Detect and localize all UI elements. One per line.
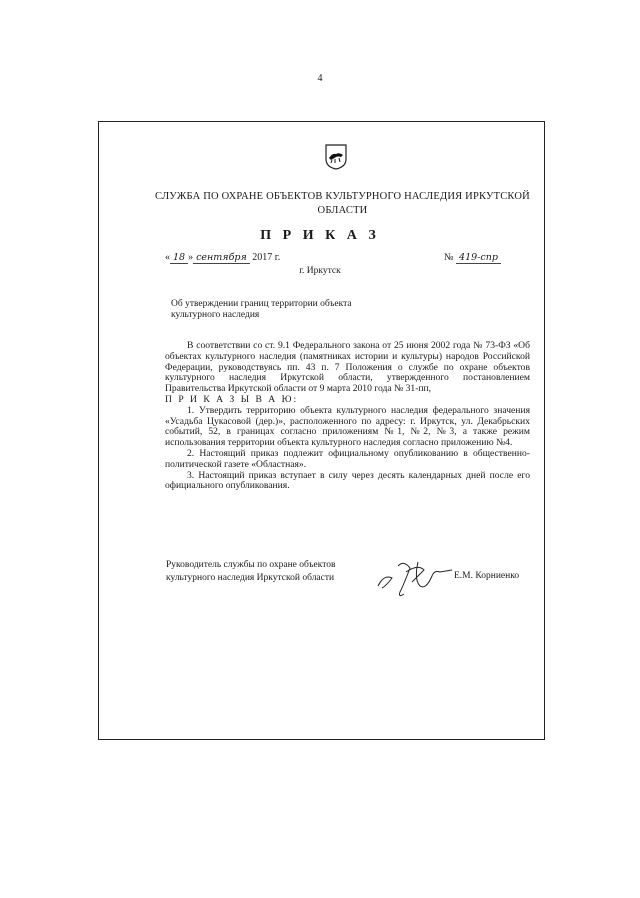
clause-2: 2. Настоящий приказ подлежит официальному опубликованию в общественно-политической газете «Областная». <box>165 447 530 470</box>
clause-3: 3. Настоящий приказ вступает в силу через десять календарных дней после его официального опубликования. <box>165 469 530 492</box>
clause-1: 1. Утвердить территорию объекта культурного наследия федерального значения «Усадьба Цукасовой (дер.)», расположенного по адресу: г. Иркутск, ул. Декабрьских событий, 52, в границах согласно приложениям №1, №2, №3, а также режим использования территории объекта культурного наследия согласно приложению №4. <box>165 404 530 449</box>
handwritten-signature <box>374 556 454 600</box>
number-sign: № <box>444 252 454 263</box>
signer-position <box>166 559 336 585</box>
page-number: 4 <box>317 73 323 84</box>
date-close-quote: » <box>188 252 194 263</box>
date-year: 2017 г. <box>252 252 281 263</box>
date-open-quote: « <box>165 252 170 263</box>
date-day: 18 <box>170 252 188 264</box>
city: г. Иркутск <box>299 266 341 276</box>
signer-position-line-2: культурного наследия Иркутской области <box>166 573 335 583</box>
date-month: сентября <box>193 252 250 264</box>
order-body <box>165 341 530 492</box>
preamble-paragraph: В соответствии со ст. 9.1 Федерального закона от 25 июня 2002 года № 73-ФЗ «Об объектах культурного наследия (памятниках истории и культуры) народов Российской Федерации, руководствуясь пп. 43 п. 7 Положения о службе по охране объектов культурного наследия Иркутской области, утвержденного постановлением Правительства Иркутской области от 9 марта 2010 года № 31-пп, <box>165 340 530 395</box>
document-title: П Р И К А З <box>260 228 380 243</box>
coat-of-arms-icon <box>324 144 348 170</box>
order-word: П Р И К А З Ы В А Ю: <box>165 393 299 405</box>
order-subject: Об утверждении границ территории объекта культурного наследия <box>171 299 352 320</box>
signer-position-line-1: Руководитель службы по охране объектов <box>166 560 336 570</box>
organization-name: СЛУЖБА ПО ОХРАНЕ ОБЪЕКТОВ КУЛЬТУРНОГО НАСЛЕДИЯ ИРКУТСКОЙ ОБЛАСТИ <box>155 191 530 216</box>
order-number <box>444 252 501 263</box>
order-date <box>165 252 280 263</box>
number-value: 419-спр <box>456 252 501 264</box>
signer-name: Е.М. Корниенко <box>454 571 520 581</box>
